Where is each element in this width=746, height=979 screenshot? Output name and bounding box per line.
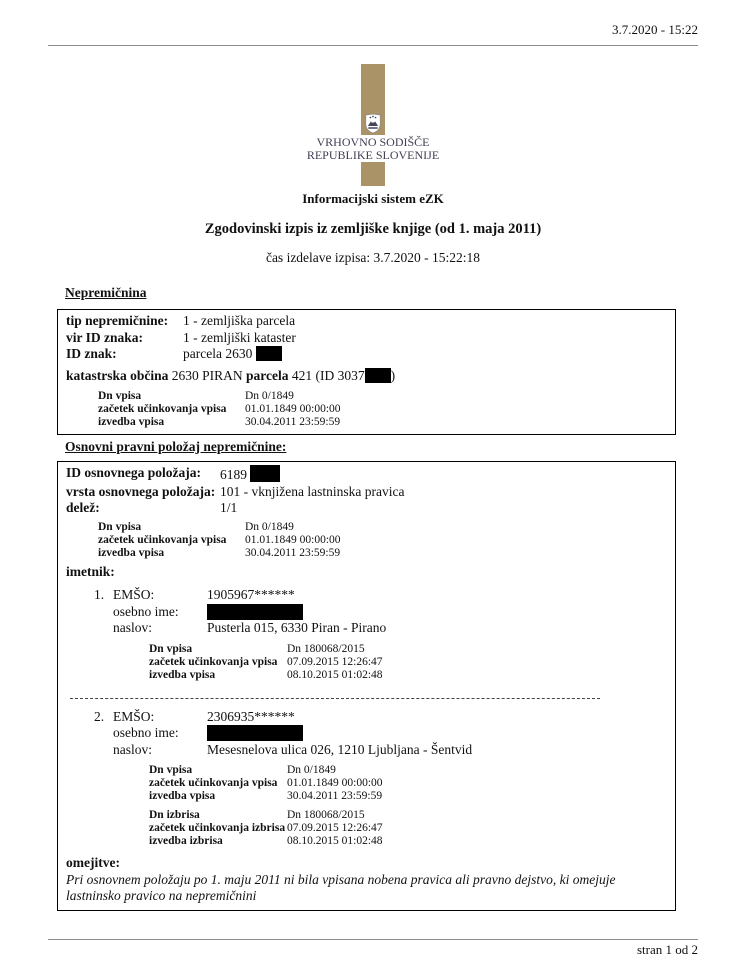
dn-value: Dn 0/1849 [245, 520, 294, 533]
property-type-label: tip nepremičnine: [66, 313, 169, 328]
dn-label: izvedba vpisa [149, 668, 216, 681]
dn-label: začetek učinkovanja vpisa [149, 655, 278, 668]
org-name-line2: REPUBLIKE SLOVENIJE [306, 147, 440, 162]
dn-value: 07.09.2015 12:26:47 [287, 655, 383, 668]
logo-bar-bottom [361, 162, 385, 186]
dn-value: 30.04.2011 23:59:59 [245, 546, 341, 559]
cadastral-suffix: ) [390, 367, 396, 383]
org-name [303, 135, 443, 162]
property-id-label: ID znak: [66, 346, 117, 361]
holder-number: 1. [94, 587, 105, 602]
system-name: Informacijski sistem eZK [302, 191, 444, 206]
emso-label: EMŠO: [113, 708, 155, 724]
dn-value: 07.09.2015 12:26:47 [287, 822, 383, 834]
redacted-parcel-id [256, 346, 282, 361]
section-heading-property: Nepremičnina [65, 285, 147, 300]
holder-entry-2 [94, 709, 667, 849]
cadastral-line [66, 368, 667, 385]
legal-row-share [66, 500, 667, 517]
dn-label: Dn vpisa [98, 390, 142, 402]
holder-entry-1 [94, 587, 667, 682]
holder-number: 2. [94, 708, 105, 724]
legal-id-label: ID osnovnega položaja: [66, 465, 202, 480]
slovenia-coat-of-arms-icon [365, 113, 382, 134]
holder-name-row [113, 725, 472, 742]
dn-label: začetek učinkovanja vpisa [98, 403, 227, 415]
document-title: Zgodovinski izpis iz zemljiške knjige (od 1. maja 2011) [204, 221, 542, 237]
emso-value: 1905967****** [207, 587, 295, 602]
dn-row [149, 764, 472, 777]
legal-position-box [57, 461, 676, 911]
address-label: naslov: [113, 741, 152, 757]
dn-label: izvedba vpisa [98, 416, 165, 428]
legal-kind-value: 101 - vknjižena lastninska pravica [220, 483, 405, 499]
redacted-position-id [250, 465, 280, 482]
legal-kind-label: vrsta osnovnega položaja: [66, 483, 216, 499]
dn-value: 30.04.2011 23:59:59 [287, 790, 383, 802]
holder-emso-row [113, 587, 386, 604]
dn-value: 08.10.2015 01:02:48 [287, 835, 383, 847]
dn-label: izvedba vpisa [98, 546, 165, 559]
legal-row-kind [66, 484, 667, 501]
footer-rule [48, 939, 698, 940]
property-box [57, 309, 676, 435]
document-subtitle: čas izdelave izpisa: 3.7.2020 - 15:22:18 [265, 250, 481, 265]
holder-emso-row [113, 709, 472, 726]
court-logo [48, 64, 698, 207]
holder-address-row [113, 742, 472, 759]
dn-row [98, 547, 667, 560]
property-row-id [66, 346, 667, 363]
dn-label: začetek učinkovanja vpisa [98, 533, 227, 546]
address-value: Mesesnelova ulica 026, 1210 Ljubljana - Šentvid [207, 741, 473, 757]
dn-row [98, 534, 667, 547]
header-timestamp: 3.7.2020 - 15:22 [612, 22, 698, 37]
redacted-cadastral-id [365, 368, 391, 383]
dn-row [149, 790, 472, 803]
name-label: osebno ime: [113, 603, 179, 619]
emso-label: EMŠO: [113, 587, 155, 602]
restrictions-heading: omejitve: [66, 855, 120, 870]
logo-bar-top [361, 64, 385, 135]
property-source-label: vir ID znaka: [66, 329, 144, 345]
legal-share-value: 1/1 [220, 500, 238, 515]
cadastral-parcel-value: 421 (ID 3037 [291, 367, 365, 383]
holder-dn-erase-block [149, 809, 472, 848]
dn-row [149, 809, 472, 822]
dn-row [98, 521, 667, 534]
dn-label: začetek učinkovanja vpisa [149, 777, 278, 789]
dn-row [98, 403, 667, 416]
dn-label: Dn vpisa [149, 764, 193, 776]
property-id-value: parcela 2630 [183, 346, 282, 363]
dn-value: 01.01.1849 00:00:00 [245, 403, 341, 415]
header-rule [48, 45, 698, 46]
cadastral-municipality-label: katastrska občina [66, 367, 169, 383]
dn-row [149, 643, 386, 656]
dn-value: Dn 0/1849 [287, 764, 336, 776]
redacted-name [207, 604, 303, 620]
dn-value: Dn 0/1849 [245, 390, 294, 402]
legal-share-label: delež: [66, 500, 100, 515]
page-number: stran 1 od 2 [636, 942, 698, 957]
property-dn-block [98, 390, 667, 429]
property-type-value: 1 - zemljiška parcela [183, 313, 296, 328]
dn-label: Dn izbrisa [149, 809, 200, 821]
legal-row-id [66, 465, 667, 484]
dn-value: Dn 180068/2015 [287, 642, 365, 655]
dn-label: Dn vpisa [98, 520, 142, 533]
cadastral-municipality-value: 2630 PIRAN [171, 367, 243, 383]
dn-label: začetek učinkovanja izbrisa [149, 822, 286, 834]
dn-value: 30.04.2011 23:59:59 [245, 416, 341, 428]
property-source-value: 1 - zemljiški kataster [183, 329, 296, 345]
dn-row [149, 669, 386, 682]
dn-value: 01.01.1849 00:00:00 [245, 533, 341, 546]
dn-label: izvedba izbrisa [149, 835, 223, 847]
section-heading-legal-position: Osnovni pravni položaj nepremičnine: [65, 439, 287, 454]
org-name-line1: VRHOVNO SODIŠČE [316, 135, 430, 149]
name-label: osebno ime: [113, 725, 179, 740]
holder-address-row [113, 620, 386, 637]
dn-row [149, 822, 472, 835]
property-row-type [66, 313, 667, 330]
address-value: Pusterla 015, 6330 Piran - Pirano [207, 620, 387, 635]
holders-heading: imetnik: [66, 563, 115, 579]
dn-value: 08.10.2015 01:02:48 [287, 668, 383, 681]
legal-dn-block [98, 521, 667, 560]
dn-value: Dn 180068/2015 [287, 809, 365, 821]
dn-row [98, 390, 667, 403]
redacted-name [207, 725, 303, 741]
address-label: naslov: [113, 620, 152, 635]
holder-separator [70, 698, 600, 699]
dn-row [149, 777, 472, 790]
dn-row [149, 656, 386, 669]
legal-id-value: 6189 [220, 465, 280, 484]
property-row-source [66, 330, 667, 347]
holder-dn-block [149, 643, 386, 682]
dn-row [149, 835, 472, 848]
cadastral-parcel-label: parcela [246, 367, 289, 383]
dn-label: izvedba vpisa [149, 790, 216, 802]
holder-body [113, 709, 472, 849]
dn-label: Dn vpisa [149, 642, 193, 655]
dn-value: 01.01.1849 00:00:00 [287, 777, 383, 789]
emso-value: 2306935****** [207, 708, 295, 724]
holder-name-row [113, 604, 386, 621]
holder-body [113, 587, 386, 682]
restrictions-text: Pri osnovnem položaju po 1. maju 2011 ni bila vpisana nobena pravica ali pravno dejstvo, ki omejuje lastninsko pravico na nepremičnini [66, 871, 616, 903]
holder-dn-block [149, 764, 472, 803]
dn-row [98, 416, 667, 429]
